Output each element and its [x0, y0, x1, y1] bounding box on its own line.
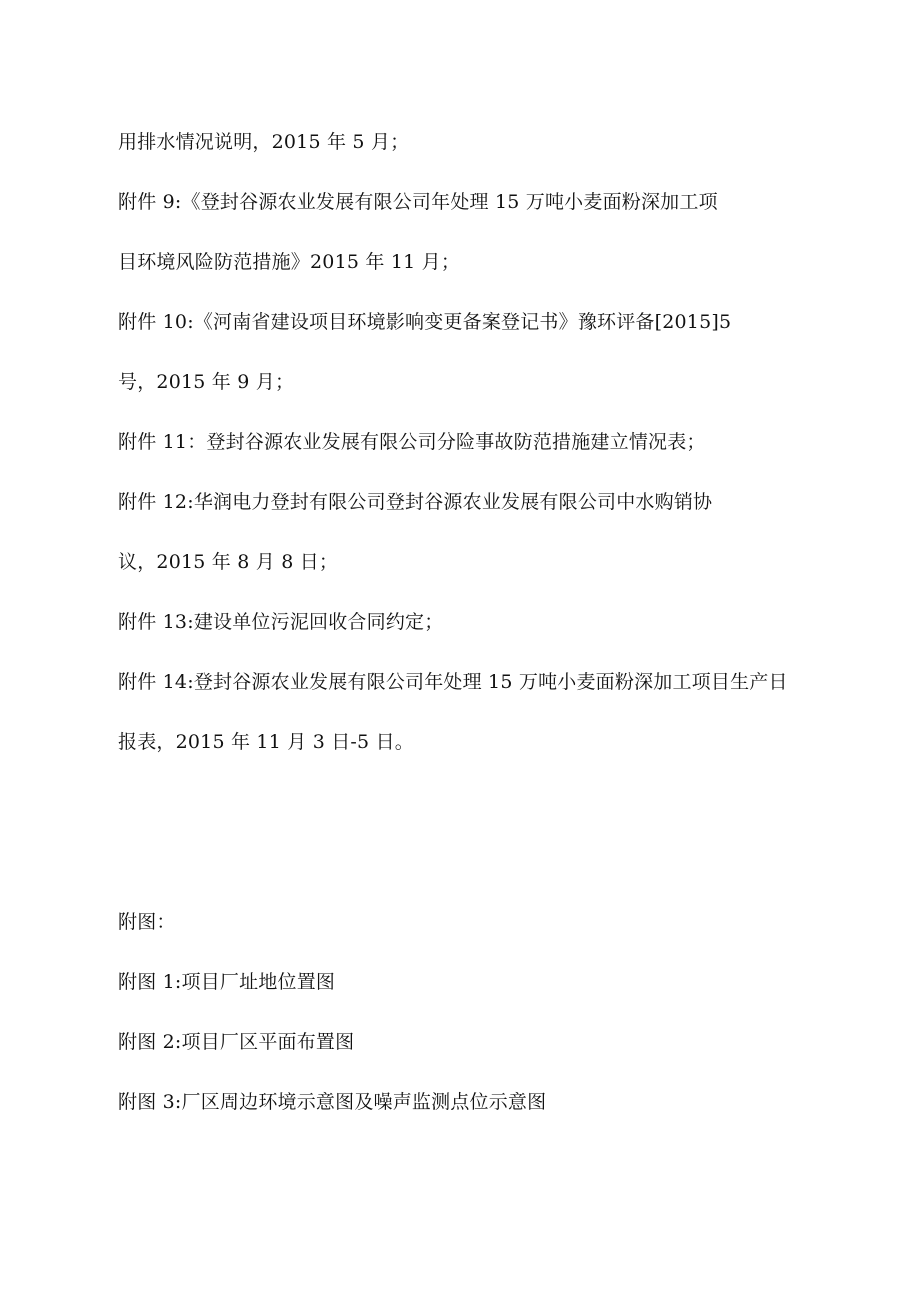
- figure-item: 附图 2:项目厂区平面布置图: [118, 1031, 355, 1053]
- figure-item: 附图 3:厂区周边环境示意图及噪声监测点位示意图: [118, 1091, 547, 1113]
- attachment-line: 附件 12:华润电力登封有限公司登封谷源农业发展有限公司中水购销协: [118, 491, 713, 513]
- attachment-line: 附件 11：登封谷源农业发展有限公司分险事故防范措施建立情况表；: [118, 431, 706, 453]
- attachment-line: 议，2015 年 8 月 8 日；: [118, 551, 339, 573]
- attachment-line: 号，2015 年 9 月；: [118, 371, 295, 393]
- attachment-line: 附件 10:《河南省建设项目环境影响变更备案登记书》豫环评备[2015]5: [118, 311, 732, 333]
- attachment-line: 附件 9:《登封谷源农业发展有限公司年处理 15 万吨小麦面粉深加工项: [118, 191, 718, 213]
- attachment-line: 用排水情况说明，2015 年 5 月；: [118, 131, 410, 153]
- attachment-line: 附件 13:建设单位污泥回收合同约定；: [118, 611, 444, 633]
- attachment-line: 目环境风险防范措施》2015 年 11 月；: [118, 251, 461, 273]
- attachment-line: 报表，2015 年 11 月 3 日-5 日。: [118, 731, 414, 753]
- figures-heading: 附图：: [118, 911, 176, 933]
- figure-item: 附图 1:项目厂址地位置图: [118, 971, 336, 993]
- attachment-line: 附件 14:登封谷源农业发展有限公司年处理 15 万吨小麦面粉深加工项目生产日: [118, 671, 788, 693]
